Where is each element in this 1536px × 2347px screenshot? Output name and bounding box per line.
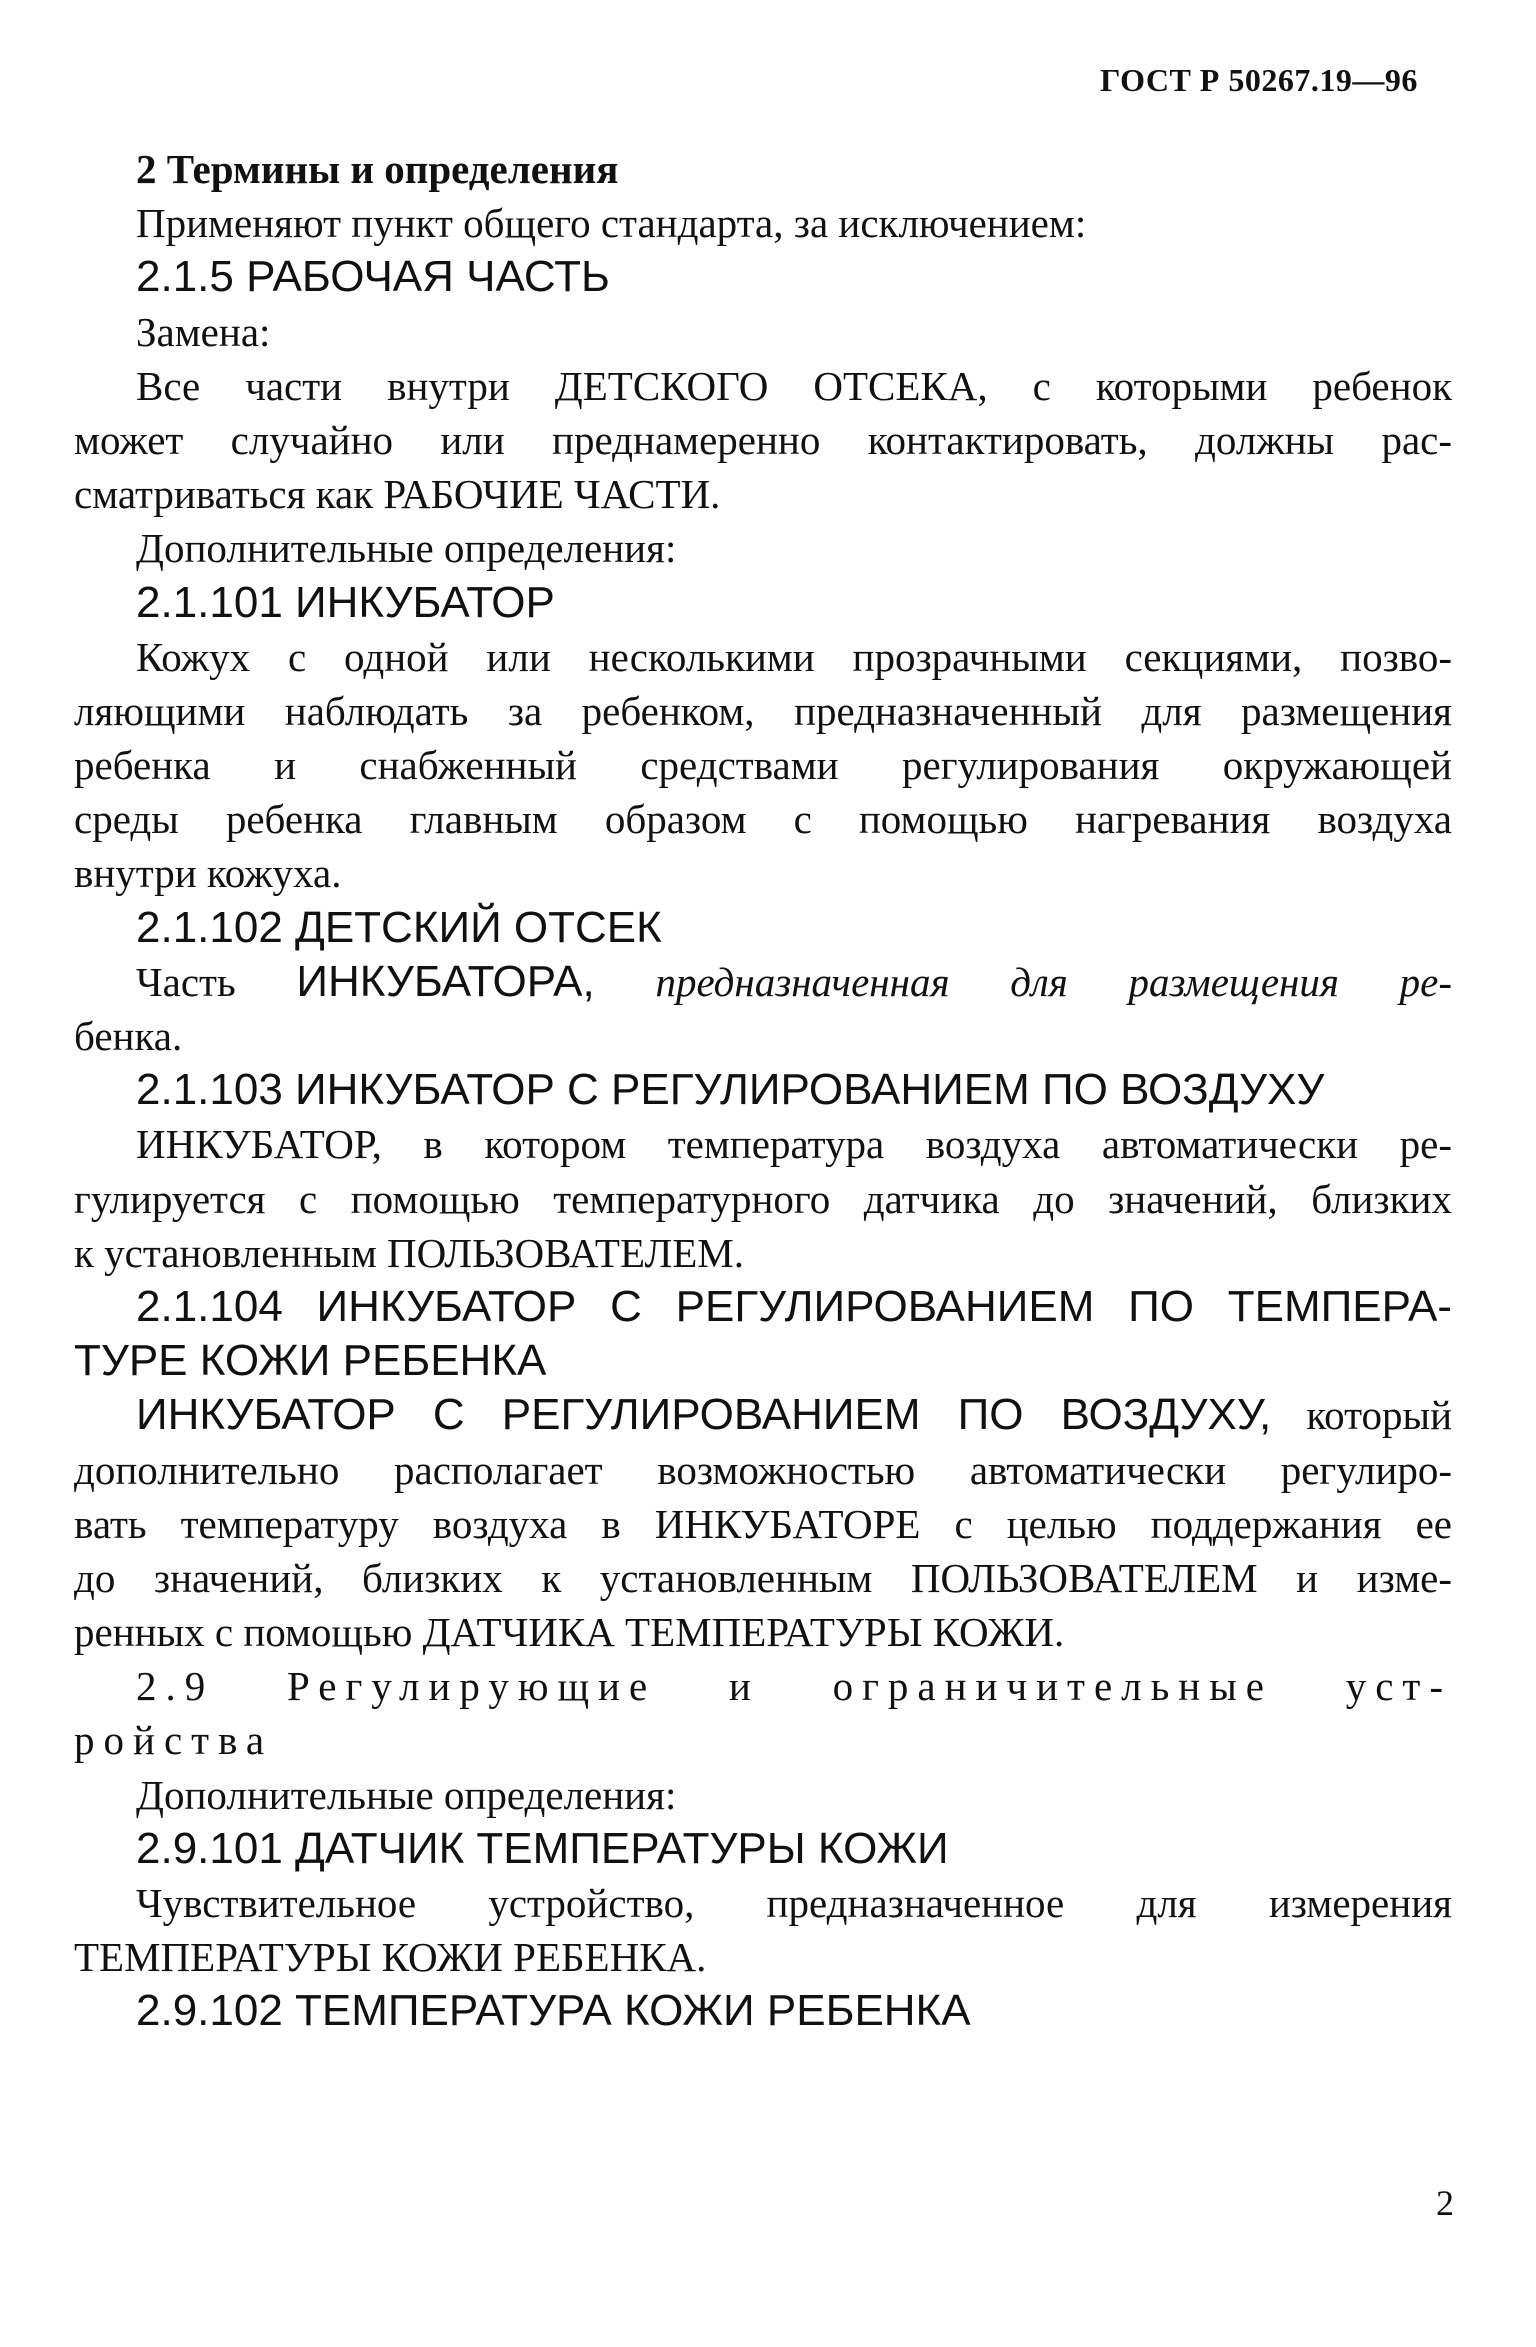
term-text-part: предназначенная для размещения ре- [655,958,1452,1005]
term-text-line: среды ребенка главным образом с помощью нагревания воздуха [74,796,1452,843]
term-text-line: ИНКУБАТОР, в котором температура воздуха автоматически ре- [136,1121,1452,1168]
term-heading-2-1-5: 2.1.5 РАБОЧАЯ ЧАСТЬ [136,252,610,302]
page-number: 2 [1436,2183,1454,2223]
replacement-label: Замена: [136,308,271,355]
document-body [74,142,1452,2039]
additional-definitions-label: Дополнительные определения: [136,525,677,572]
term-text-line: ТЕМПЕРАТУРЫ КОЖИ РЕБЕНКА. [74,1934,707,1981]
term-reference: ИНКУБАТОР С РЕГУЛИРОВАНИЕМ ПО ВОЗДУХУ, [136,1390,1272,1440]
section-intro: Применяют пункт общего стандарта, за исключением: [136,200,1087,247]
section-heading-2-9: 2.9 Регулирующие и ограничительные уст- [136,1663,1452,1710]
term-text-line: гулируется с помощью температурного датчика до значений, близких [74,1175,1452,1222]
term-text-line: вать температуру воздуха в ИНКУБАТОРЕ с целью поддержания ее [74,1500,1452,1547]
term-text-line: сматриваться как РАБОЧИЕ ЧАСТИ. [74,471,721,518]
term-text-line: к установленным ПОЛЬЗОВАТЕЛЕМ. [74,1229,745,1276]
term-text-line: до значений, близких к установленным ПОЛЬЗОВАТЕЛЕМ и изме- [74,1554,1452,1601]
term-text-line: внутри кожуха. [74,850,342,897]
term-text-line: дополнительно располагает возможностью автоматически регулиро- [74,1446,1452,1493]
term-heading-2-1-104: 2.1.104 ИНКУБАТОР С РЕГУЛИРОВАНИЕМ ПО ТЕМПЕРА- [136,1281,1452,1331]
term-text-line: ляющими наблюдать за ребенком, предназначенный для размещения [74,687,1452,734]
term-heading-2-9-102: 2.9.102 ТЕМПЕРАТУРА КОЖИ РЕБЕНКА [136,1986,971,2036]
term-heading-2-9-101: 2.9.101 ДАТЧИК ТЕМПЕРАТУРЫ КОЖИ [136,1823,949,1873]
term-text-line: бенка. [74,1013,183,1059]
document-code: ГОСТ Р 50267.19—96 [1100,62,1418,98]
term-text-part: который [1306,1392,1453,1439]
term-text-line [74,955,1452,1009]
term-heading-2-1-101: 2.1.101 ИНКУБАТОР [136,577,555,627]
term-text-line: ренных с помощью ДАТЧИКА ТЕМПЕРАТУРЫ КОЖИ. [74,1609,1065,1656]
term-heading-2-1-104-cont: ТУРЕ КОЖИ РЕБЕНКА [74,1336,547,1386]
term-text-line: ребенка и снабженный средствами регулирования окружающей [74,742,1452,789]
term-text-line [74,1388,1452,1442]
term-text-line: Все части внутри ДЕТСКОГО ОТСЕКА, с которыми ребенок [136,362,1452,409]
term-text-line: Кожух с одной или несколькими прозрачными секциями, позво- [136,633,1452,680]
term-text-line: Чувствительное устройство, предназначенное для измерения [136,1880,1452,1926]
term-heading-2-1-102: 2.1.102 ДЕТСКИЙ ОТСЕК [136,902,662,952]
term-text-part: Часть [136,958,236,1005]
term-reference: ИНКУБАТОРА, [296,956,595,1006]
term-heading-2-1-103: 2.1.103 ИНКУБАТОР С РЕГУЛИРОВАНИЕМ ПО ВОЗДУХУ [136,1065,1325,1115]
term-text-line: может случайно или преднамеренно контактировать, должны рас- [74,416,1452,463]
section-title: 2 Термины и определения [136,146,619,192]
additional-definitions-label: Дополнительные определения: [136,1771,677,1818]
section-heading-2-9-cont: ройства [74,1717,274,1764]
